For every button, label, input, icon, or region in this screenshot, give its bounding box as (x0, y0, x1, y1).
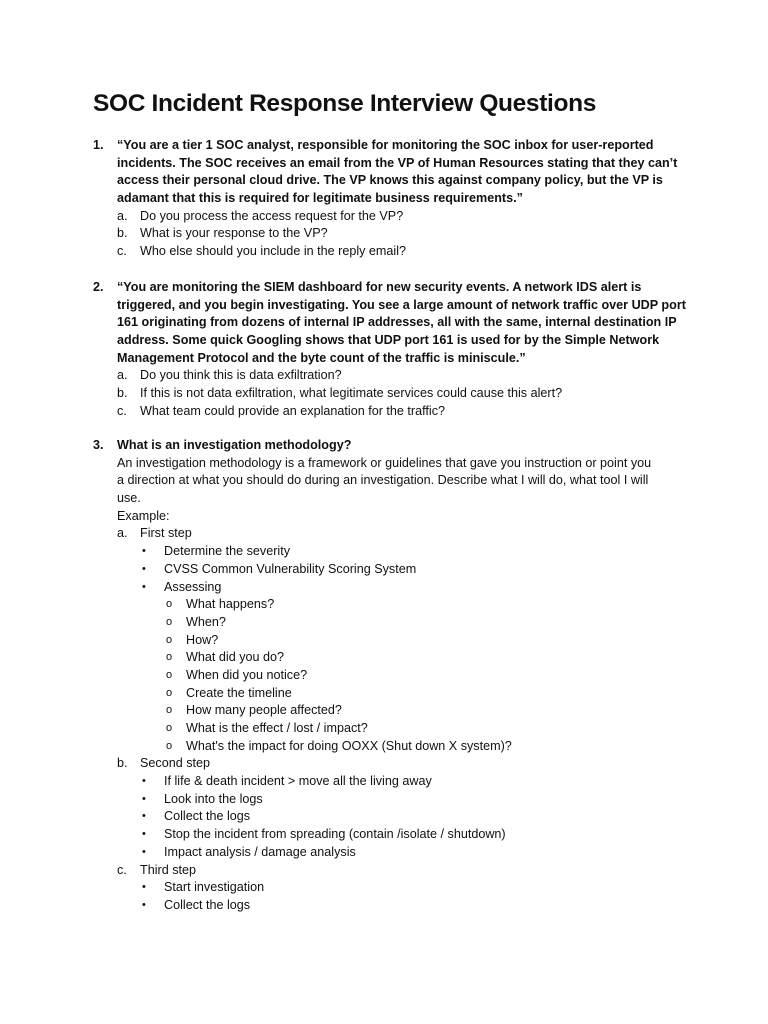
sub-marker: c. (117, 403, 127, 418)
question-text-line: 161 originating from dozens of internal IP addresses, all with the same, internal destination IP (117, 315, 677, 330)
description-line: An investigation methodology is a framework or guidelines that gave you instruction or point you (117, 455, 652, 470)
sub-bullet-item (117, 649, 687, 667)
step-first (117, 525, 687, 543)
question-text-line: Management Protocol and the byte count of the traffic is miniscule.” (117, 350, 526, 365)
step-label: Third step (140, 862, 196, 877)
question-body (117, 437, 687, 915)
bullet-text: CVSS Common Vulnerability Scoring System (164, 561, 417, 576)
bullet-text: If life & death incident > move all the living away (164, 774, 432, 789)
sub-bullet-text: What happens? (186, 597, 275, 612)
bullet-item (117, 561, 687, 579)
sub-question-text: Who else should you include in the reply email? (140, 244, 407, 259)
sub-bullet-item (117, 596, 687, 614)
bullet-icon: • (142, 580, 146, 593)
sub-marker: a. (117, 368, 128, 383)
sub-bullet-text: How many people affected? (186, 703, 342, 718)
bullet-text: Collect the logs (164, 897, 251, 912)
bullet-icon: • (142, 562, 146, 575)
bullet-icon: • (142, 792, 146, 805)
question-text-line: adamant that this is required for legitimate business requirements.” (117, 191, 523, 206)
question-text-line: “You are monitoring the SIEM dashboard for new security events. A network IDS alert is (117, 280, 642, 294)
sub-question-text: What is your response to the VP? (140, 226, 328, 241)
sub-marker: a. (117, 208, 128, 223)
sub-question (117, 403, 687, 421)
sub-question-text: What team could provide an explanation for the traffic? (140, 403, 445, 418)
bullet-icon: • (142, 898, 146, 911)
sub-question (117, 225, 687, 243)
sub-bullet-text: What is the effect / lost / impact? (186, 721, 368, 735)
description-line: a direction at what you should do during an investigation. Describe what I will do, what tool I will (117, 473, 649, 488)
bullet-icon: • (142, 545, 146, 558)
circle-bullet-icon: o (166, 722, 173, 734)
sub-bullet-text: When? (186, 614, 226, 629)
question-body (117, 137, 687, 261)
sub-bullet-item (117, 667, 687, 685)
sub-bullet-text: What's the impact for doing OOXX (Shut down X system)? (186, 738, 512, 753)
circle-bullet-icon: o (166, 598, 173, 611)
question-heading: What is an investigation methodology? (117, 438, 352, 452)
sub-marker: c. (117, 862, 127, 877)
bullet-text: Impact analysis / damage analysis (164, 844, 356, 859)
sub-question (117, 208, 687, 226)
circle-bullet-icon: o (166, 739, 173, 752)
question-body (117, 279, 687, 421)
bullet-item (117, 791, 687, 809)
question-text-line: incidents. The SOC receives an email from the VP of Human Resources stating that they can’t (117, 155, 678, 170)
step-third (117, 862, 687, 880)
sub-bullet-item (117, 632, 687, 650)
circle-bullet-icon: o (166, 633, 173, 646)
bullet-icon: • (142, 881, 146, 894)
page-title: SOC Incident Response Interview Questions (93, 90, 596, 117)
bullet-text: Collect the logs (164, 809, 251, 824)
question-text-line: “You are a tier 1 SOC analyst, responsible for monitoring the SOC inbox for user-reported (117, 138, 654, 152)
circle-bullet-icon: o (166, 704, 173, 717)
bullet-text: Look into the logs (164, 791, 263, 806)
bullet-icon: • (142, 845, 146, 858)
sub-question (117, 243, 687, 261)
sub-marker: b. (117, 226, 128, 241)
question-number: 3. (93, 438, 104, 452)
bullet-text: Assessing (164, 579, 222, 594)
bullet-text: Determine the severity (164, 544, 290, 559)
step-label: Second step (140, 756, 211, 771)
bullet-text: Stop the incident from spreading (contain /isolate / shutdown) (164, 827, 506, 842)
bullet-item (117, 826, 687, 844)
sub-bullet-item (117, 720, 687, 738)
question-text-line: address. Some quick Googling shows that UDP port 161 is used for by the Simple Network (117, 333, 660, 348)
circle-bullet-icon: o (166, 615, 173, 628)
sub-bullet-text: How? (186, 632, 219, 647)
step-label: First step (140, 526, 192, 541)
sub-marker: a. (117, 526, 128, 541)
bullet-item (117, 844, 687, 862)
bullet-item (117, 579, 687, 597)
sub-marker: c. (117, 244, 127, 259)
bullet-text: Start investigation (164, 880, 265, 895)
sub-question-text: If this is not data exfiltration, what legitimate services could cause this alert? (140, 386, 563, 401)
sub-question-text: Do you think this is data exfiltration? (140, 368, 342, 383)
circle-bullet-icon: o (166, 668, 173, 681)
bullet-item (117, 808, 687, 826)
sub-bullet-text: What did you do? (186, 650, 285, 665)
sub-marker: b. (117, 386, 128, 401)
question-text-line: triggered, and you begin investigating. You see a large amount of network traffic over UDP port (117, 297, 686, 312)
circle-bullet-icon: o (166, 686, 173, 699)
sub-bullet-text: When did you notice? (186, 667, 308, 682)
bullet-item (117, 543, 687, 561)
sub-bullet-item (117, 614, 687, 632)
sub-question (117, 385, 687, 403)
sub-question (117, 367, 687, 385)
sub-bullet-item (117, 685, 687, 703)
bullet-icon: • (142, 775, 146, 788)
bullet-item (117, 879, 687, 897)
sub-marker: b. (117, 756, 128, 771)
question-number: 2. (93, 280, 104, 294)
sub-bullet-text: Create the timeline (186, 685, 292, 700)
question-text-line: access their personal cloud drive. The VP knows this against company policy, but the VP is (117, 173, 663, 188)
bullet-item (117, 773, 687, 791)
sub-bullet-item (117, 702, 687, 720)
sub-bullet-item (117, 738, 687, 756)
question-number: 1. (93, 138, 104, 152)
bullet-icon: • (142, 828, 146, 841)
sub-question-text: Do you process the access request for the VP? (140, 208, 404, 223)
bullet-item (117, 897, 687, 915)
circle-bullet-icon: o (166, 651, 173, 664)
bullet-icon: • (142, 810, 146, 823)
example-label: Example: (117, 508, 170, 523)
step-second (117, 755, 687, 773)
description-line: use. (117, 491, 141, 506)
